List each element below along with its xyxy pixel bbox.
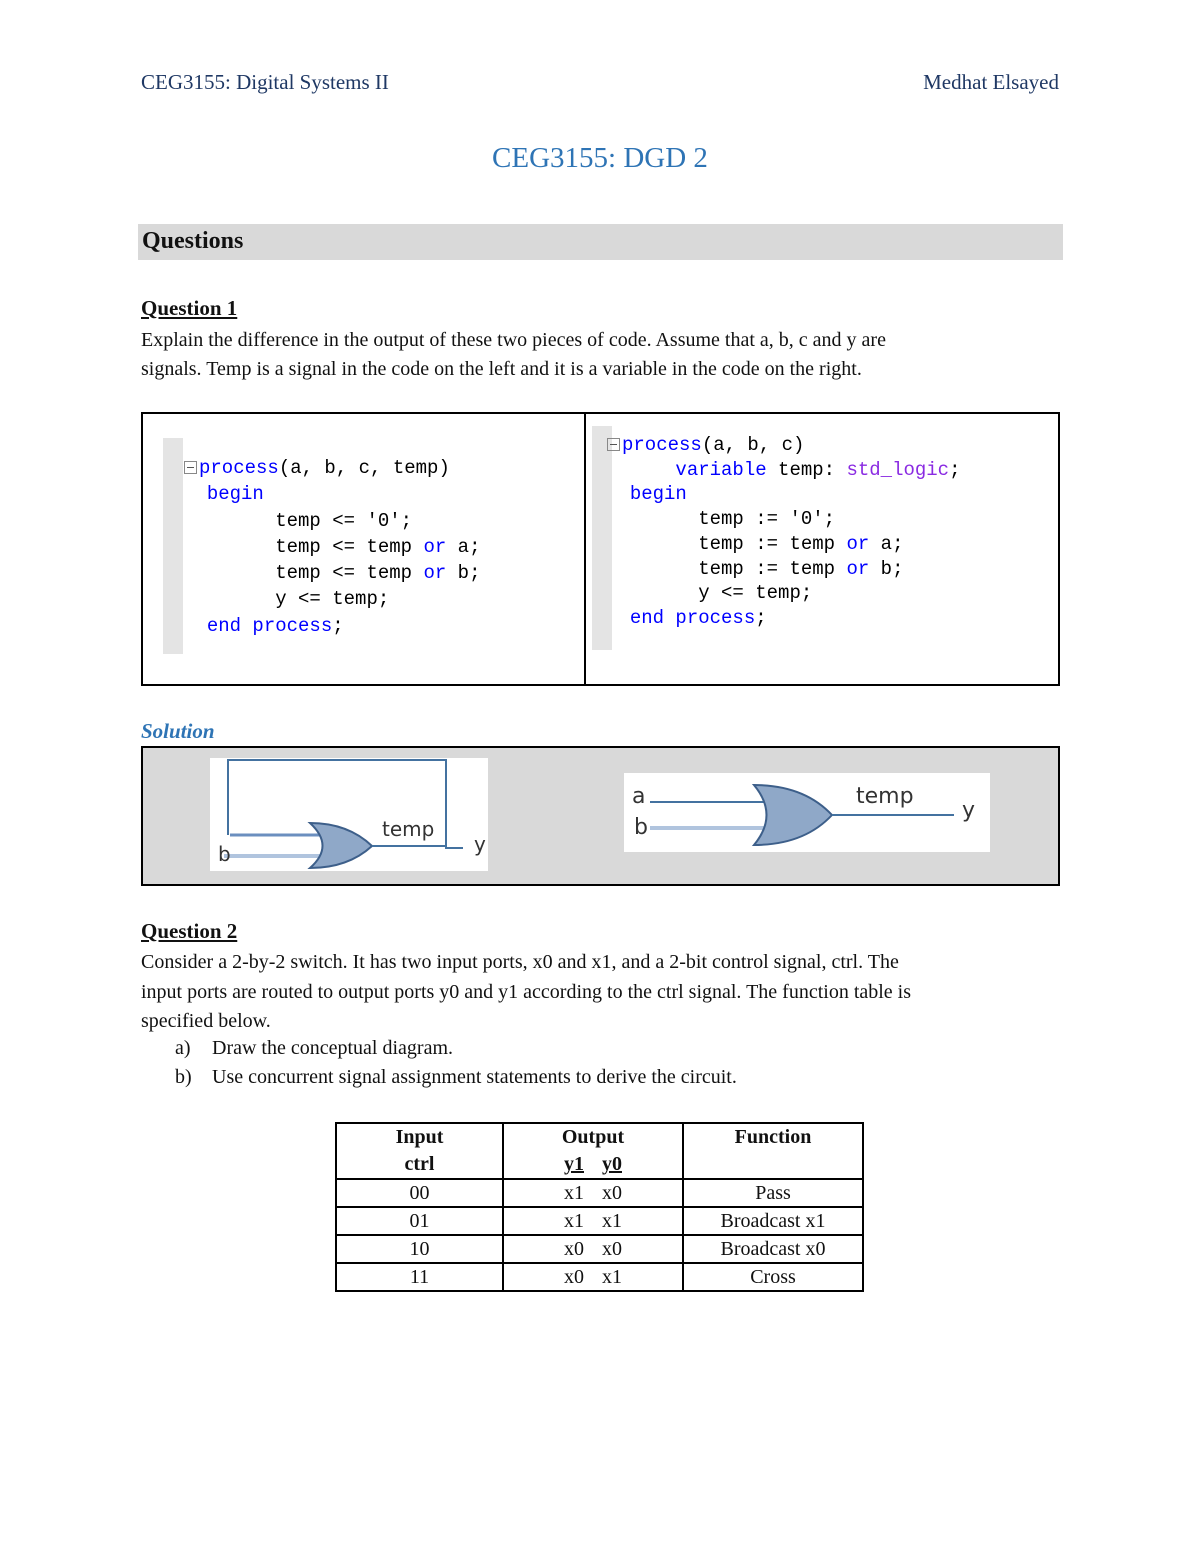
- questions-section-bar: [138, 224, 1063, 260]
- cell-function: Broadcast x1: [683, 1207, 863, 1235]
- solution-box: [141, 746, 1060, 886]
- right-code-block: [607, 433, 961, 631]
- function-table: [335, 1122, 864, 1292]
- code-keyword: or: [423, 562, 447, 585]
- code-keyword: end process: [206, 614, 333, 637]
- cell-function: Broadcast x0: [683, 1235, 863, 1263]
- code-divider: [584, 414, 586, 684]
- header-output: [503, 1123, 683, 1179]
- diagram-label-b: b: [218, 842, 231, 866]
- course-header: CEG3155: Digital Systems II: [141, 70, 389, 94]
- header-label: Output: [561, 1126, 625, 1148]
- cell-output: [503, 1179, 683, 1207]
- code-text: temp:: [766, 458, 847, 481]
- question-2-text-line3: specified below.: [141, 1010, 271, 1032]
- table-row: [336, 1235, 863, 1263]
- code-keyword: or: [423, 535, 447, 558]
- code-keyword: or: [846, 532, 870, 555]
- list-item: [175, 1037, 453, 1060]
- cell-y0: x0: [602, 1182, 622, 1204]
- list-marker: b): [175, 1066, 192, 1088]
- code-text: temp <= '0';: [206, 509, 413, 532]
- left-code-block: [184, 455, 480, 639]
- code-text: b;: [869, 557, 904, 580]
- variable-circuit-diagram: [624, 773, 990, 852]
- cell-ctrl: 00: [336, 1179, 503, 1207]
- cell-function: Pass: [683, 1179, 863, 1207]
- diagram-label-temp: temp: [856, 784, 914, 809]
- cell-function: Cross: [683, 1263, 863, 1291]
- code-keyword: process: [622, 434, 702, 456]
- code-text: (a, b, c, temp): [278, 457, 450, 479]
- cell-y1: x1: [564, 1210, 584, 1232]
- code-text: temp := temp: [629, 557, 847, 580]
- code-keyword: variable: [675, 458, 767, 481]
- code-text: temp := '0';: [629, 508, 836, 531]
- header-function: Function: [683, 1123, 863, 1179]
- question-1-text-line2: signals. Temp is a signal in the code on the left and it is a variable in the code on the right.: [141, 358, 862, 380]
- code-text: temp <= temp: [206, 562, 424, 585]
- diagram-label-temp: temp: [382, 817, 435, 841]
- question-2-text-line2: input ports are routed to output ports y0 and y1 according to the ctrl signal. The function table is: [141, 981, 912, 1003]
- table-header-row: [336, 1123, 863, 1179]
- table-row: [336, 1207, 863, 1235]
- code-keyword: begin: [629, 483, 687, 506]
- code-text: a;: [446, 535, 481, 558]
- cell-y1: x1: [564, 1182, 584, 1204]
- code-text: ;: [332, 614, 344, 637]
- fold-icon: [607, 438, 620, 451]
- cell-y0: x1: [602, 1210, 622, 1232]
- header-label: Input: [395, 1126, 444, 1148]
- diagram-label-y: y: [474, 832, 486, 856]
- left-code-gutter: [163, 438, 183, 654]
- cell-ctrl: 11: [336, 1263, 503, 1291]
- header-input: [336, 1123, 503, 1179]
- header-sublabel: ctrl: [404, 1153, 435, 1175]
- code-text: temp <= temp: [206, 535, 424, 558]
- table-row: [336, 1263, 863, 1291]
- list-text: Use concurrent signal assignment statements to derive the circuit.: [212, 1066, 737, 1088]
- question-1-heading: Question 1: [141, 296, 238, 320]
- code-text: y <= temp;: [206, 588, 390, 611]
- document-title: CEG3155: DGD 2: [492, 142, 708, 174]
- code-text: y <= temp;: [629, 582, 813, 605]
- diagram-label-y: y: [962, 798, 976, 823]
- header-sublabel: y1: [564, 1153, 584, 1175]
- code-comparison-box: [141, 412, 1060, 686]
- code-text: ;: [949, 458, 961, 481]
- header-sublabel: y0: [602, 1153, 622, 1175]
- cell-output: [503, 1235, 683, 1263]
- list-marker: a): [175, 1037, 191, 1059]
- diagram-label-a: a: [632, 784, 646, 809]
- cell-output: [503, 1263, 683, 1291]
- question-2-text-line1: Consider a 2-by-2 switch. It has two input ports, x0 and x1, and a 2-bit control signal, ctrl. The: [141, 951, 899, 973]
- or-gate-icon: [754, 785, 832, 845]
- signal-circuit-diagram: [210, 758, 488, 871]
- code-type: std_logic: [846, 458, 950, 481]
- cell-ctrl: 01: [336, 1207, 503, 1235]
- list-text: Draw the conceptual diagram.: [212, 1037, 454, 1059]
- cell-y0: x0: [602, 1238, 622, 1260]
- table-row: [336, 1179, 863, 1207]
- question-2-heading: Question 2: [141, 919, 238, 943]
- question-1-text-line1: Explain the difference in the output of these two pieces of code. Assume that a, b, c and y are: [141, 329, 886, 351]
- solution-label: Solution: [141, 719, 215, 743]
- code-text: (a, b, c): [701, 434, 805, 456]
- code-text: b;: [446, 562, 481, 585]
- diagram-label-b: b: [634, 815, 648, 840]
- author-header: Medhat Elsayed: [923, 70, 1059, 94]
- cell-ctrl: 10: [336, 1235, 503, 1263]
- cell-output: [503, 1207, 683, 1235]
- cell-y0: x1: [602, 1266, 622, 1288]
- cell-y1: x0: [564, 1266, 584, 1288]
- code-text: temp := temp: [629, 532, 847, 555]
- fold-icon: [184, 461, 197, 474]
- code-text: a;: [869, 532, 904, 555]
- code-keyword: begin: [206, 483, 264, 506]
- or-gate-icon: [310, 823, 372, 868]
- code-text: ;: [755, 606, 767, 629]
- cell-y1: x0: [564, 1238, 584, 1260]
- list-item: [175, 1066, 737, 1089]
- code-keyword: or: [846, 557, 870, 580]
- code-keyword: process: [199, 457, 279, 479]
- section-heading: Questions: [142, 228, 244, 254]
- code-keyword: end process: [629, 606, 756, 629]
